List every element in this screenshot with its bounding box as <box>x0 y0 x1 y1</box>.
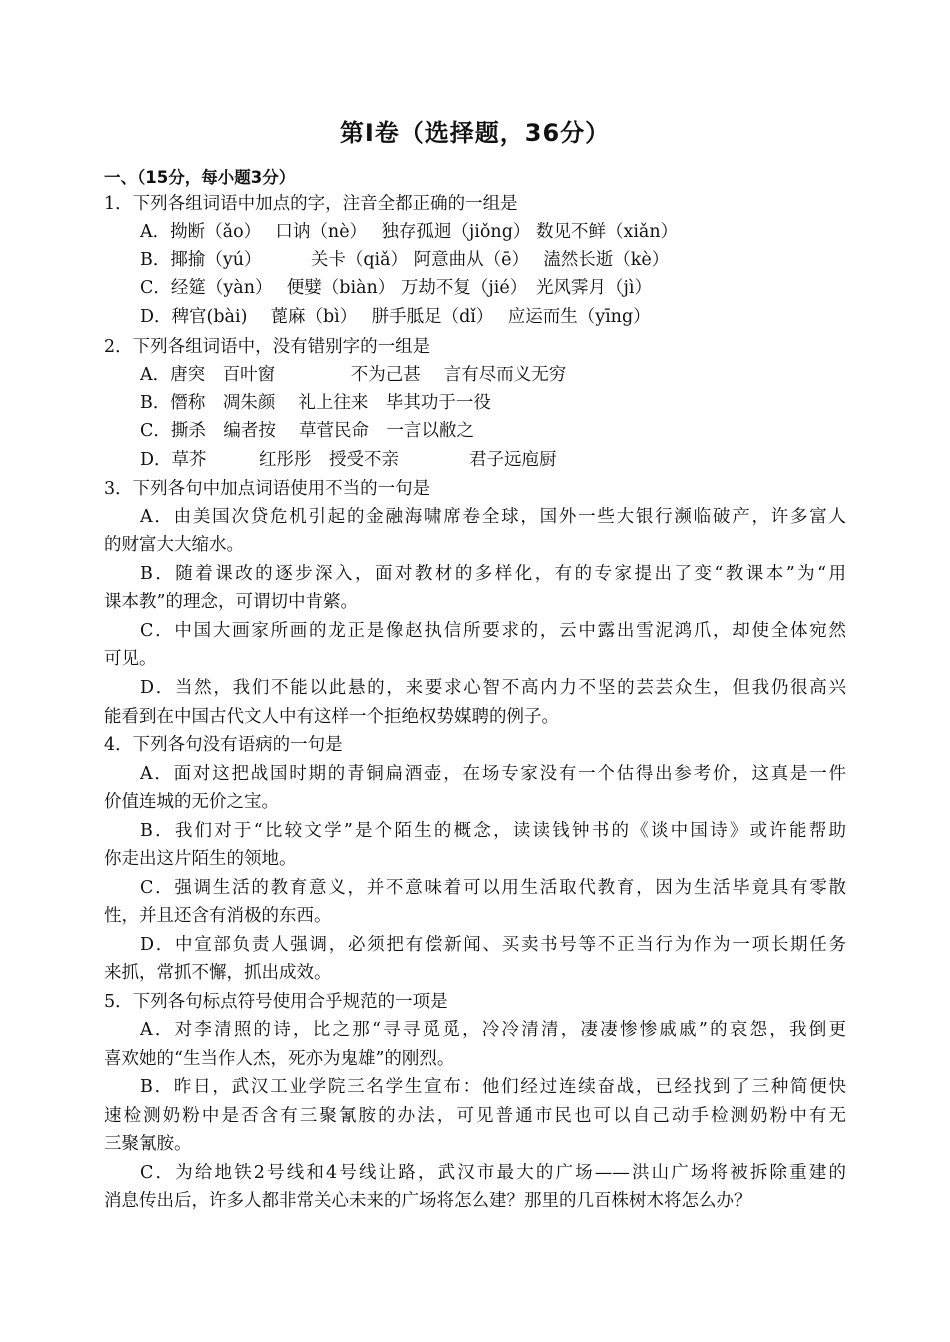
question-4-option-d-line-2: 来抓，常抓不懈，抓出成效。 <box>104 963 332 983</box>
question-3-stem: 3．下列各句中加点词语使用不当的一句是 <box>104 479 431 499</box>
question-1-option-a: A．拗断（ǎo） 口讷（nè） 独存孤迥（jiǒng） 数见不鲜（xiǎn） <box>140 222 679 242</box>
paper-title: 第Ⅰ卷（选择题，36分） <box>339 119 611 147</box>
question-1-stem: 1．下列各组词语中加点的字，注音全都正确的一组是 <box>104 194 518 214</box>
question-3-option-d-line-2: 能看到在中国古代文人中有这样一个拒绝权势媒聘的例子。 <box>104 707 559 727</box>
question-5-option-a-line-1: A．对李清照的诗，比之那“寻寻觅觅，冷冷清清，凄凄惨惨戚戚”的哀怨，我倒更 <box>140 1020 846 1040</box>
question-4-option-b-line-1: B．我们对于“比较文学”是个陌生的概念，读读钱钟书的《谈中国诗》或许能帮助 <box>140 821 846 841</box>
question-1-option-c: C．经筵（yàn） 便嬖（biàn） 万劫不复（jié） 光风霁月（jì） <box>140 278 653 298</box>
question-5-option-a-line-2: 喜欢她的“生当作人杰，死亦为鬼雄”的刚烈。 <box>104 1049 455 1069</box>
question-2-option-c: C．撕杀 编者按 草菅民命 一言以敝之 <box>140 421 474 441</box>
question-2-option-a: A．唐突 百叶窗 不为己甚 言有尽而义无穷 <box>140 365 567 385</box>
question-4-option-c-line-1: C．强调生活的教育意义，并不意味着可以用生活取代教育，因为生活毕竟具有零散 <box>140 878 846 898</box>
question-3-option-a-line-2: 的财富大大缩水。 <box>104 535 244 555</box>
question-1-option-b: B．揶揄（yú） 关卡（qiǎ） 阿意曲从（ē） 溘然长逝（kè） <box>140 250 670 270</box>
question-5-option-b-line-1: B．昨日，武汉工业学院三名学生宣布：他们经过连续奋战，已经找到了三种简便快 <box>140 1077 846 1097</box>
question-3-option-c-line-1: C．中国大画家所画的龙正是像赵执信所要求的，云中露出雪泥鸿爪，却使全体宛然 <box>140 621 846 641</box>
question-5-option-b-line-2: 速检测奶粉中是否含有三聚氰胺的办法，可见普通市民也可以自己动手检测奶粉中有无 <box>104 1106 846 1126</box>
question-3-option-a-line-1: A．由美国次贷危机引起的金融海啸席卷全球，国外一些大银行濒临破产，许多富人 <box>140 507 846 527</box>
question-2-option-d: D．草芥 红彤彤 授受不亲 君子远庖厨 <box>140 450 557 470</box>
question-2-stem: 2．下列各组词语中，没有错别字的一组是 <box>104 337 431 357</box>
question-3-option-d-line-1: D．当然，我们不能以此悬的，来要求心智不高内力不坚的芸芸众生，但我仍很高兴 <box>140 678 846 698</box>
question-4-option-d-line-1: D．中宣部负责人强调，必须把有偿新闻、买卖书号等不正当行为作为一项长期任务 <box>140 935 846 955</box>
question-3-option-c-line-2: 可见。 <box>104 649 157 669</box>
question-4-option-c-line-2: 性，并且还含有消极的东西。 <box>104 906 332 926</box>
question-4-stem: 4．下列各句没有语病的一句是 <box>104 735 343 755</box>
section-heading: 一、（15分，每小题3分） <box>104 168 296 187</box>
question-1-option-d: D．稗官(bài) 蓖麻（bì） 胼手胝足（dǐ） 应运而生（yīng） <box>140 307 651 327</box>
question-4-option-a-line-2: 价值连城的无价之宝。 <box>104 792 279 812</box>
question-3-option-b-line-1: B．随着课改的逐步深入，面对教材的多样化，有的专家提出了变“教课本”为“用 <box>140 564 846 584</box>
question-5-option-c-line-2: 消息传出后，许多人都非常关心未来的广场将怎么建？那里的几百株树木将怎么办？ <box>104 1191 752 1211</box>
question-5-stem: 5．下列各句标点符号使用合乎规范的一项是 <box>104 992 448 1012</box>
question-4-option-b-line-2: 你走出这片陌生的领地。 <box>104 849 297 869</box>
question-2-option-b: B．僭称 凋朱颜 礼上往来 毕其功于一役 <box>140 393 491 413</box>
question-5-option-c-line-1: C．为给地铁2号线和4号线让路，武汉市最大的广场——洪山广场将被拆除重建的 <box>140 1163 846 1183</box>
question-5-option-b-line-3: 三聚氰胺。 <box>104 1134 192 1154</box>
question-3-option-b-line-2: 课本教”的理念，可谓切中肯綮。 <box>104 592 358 612</box>
question-4-option-a-line-1: A．面对这把战国时期的青铜扁酒壶，在场专家没有一个估得出参考价，这真是一件 <box>140 764 846 784</box>
